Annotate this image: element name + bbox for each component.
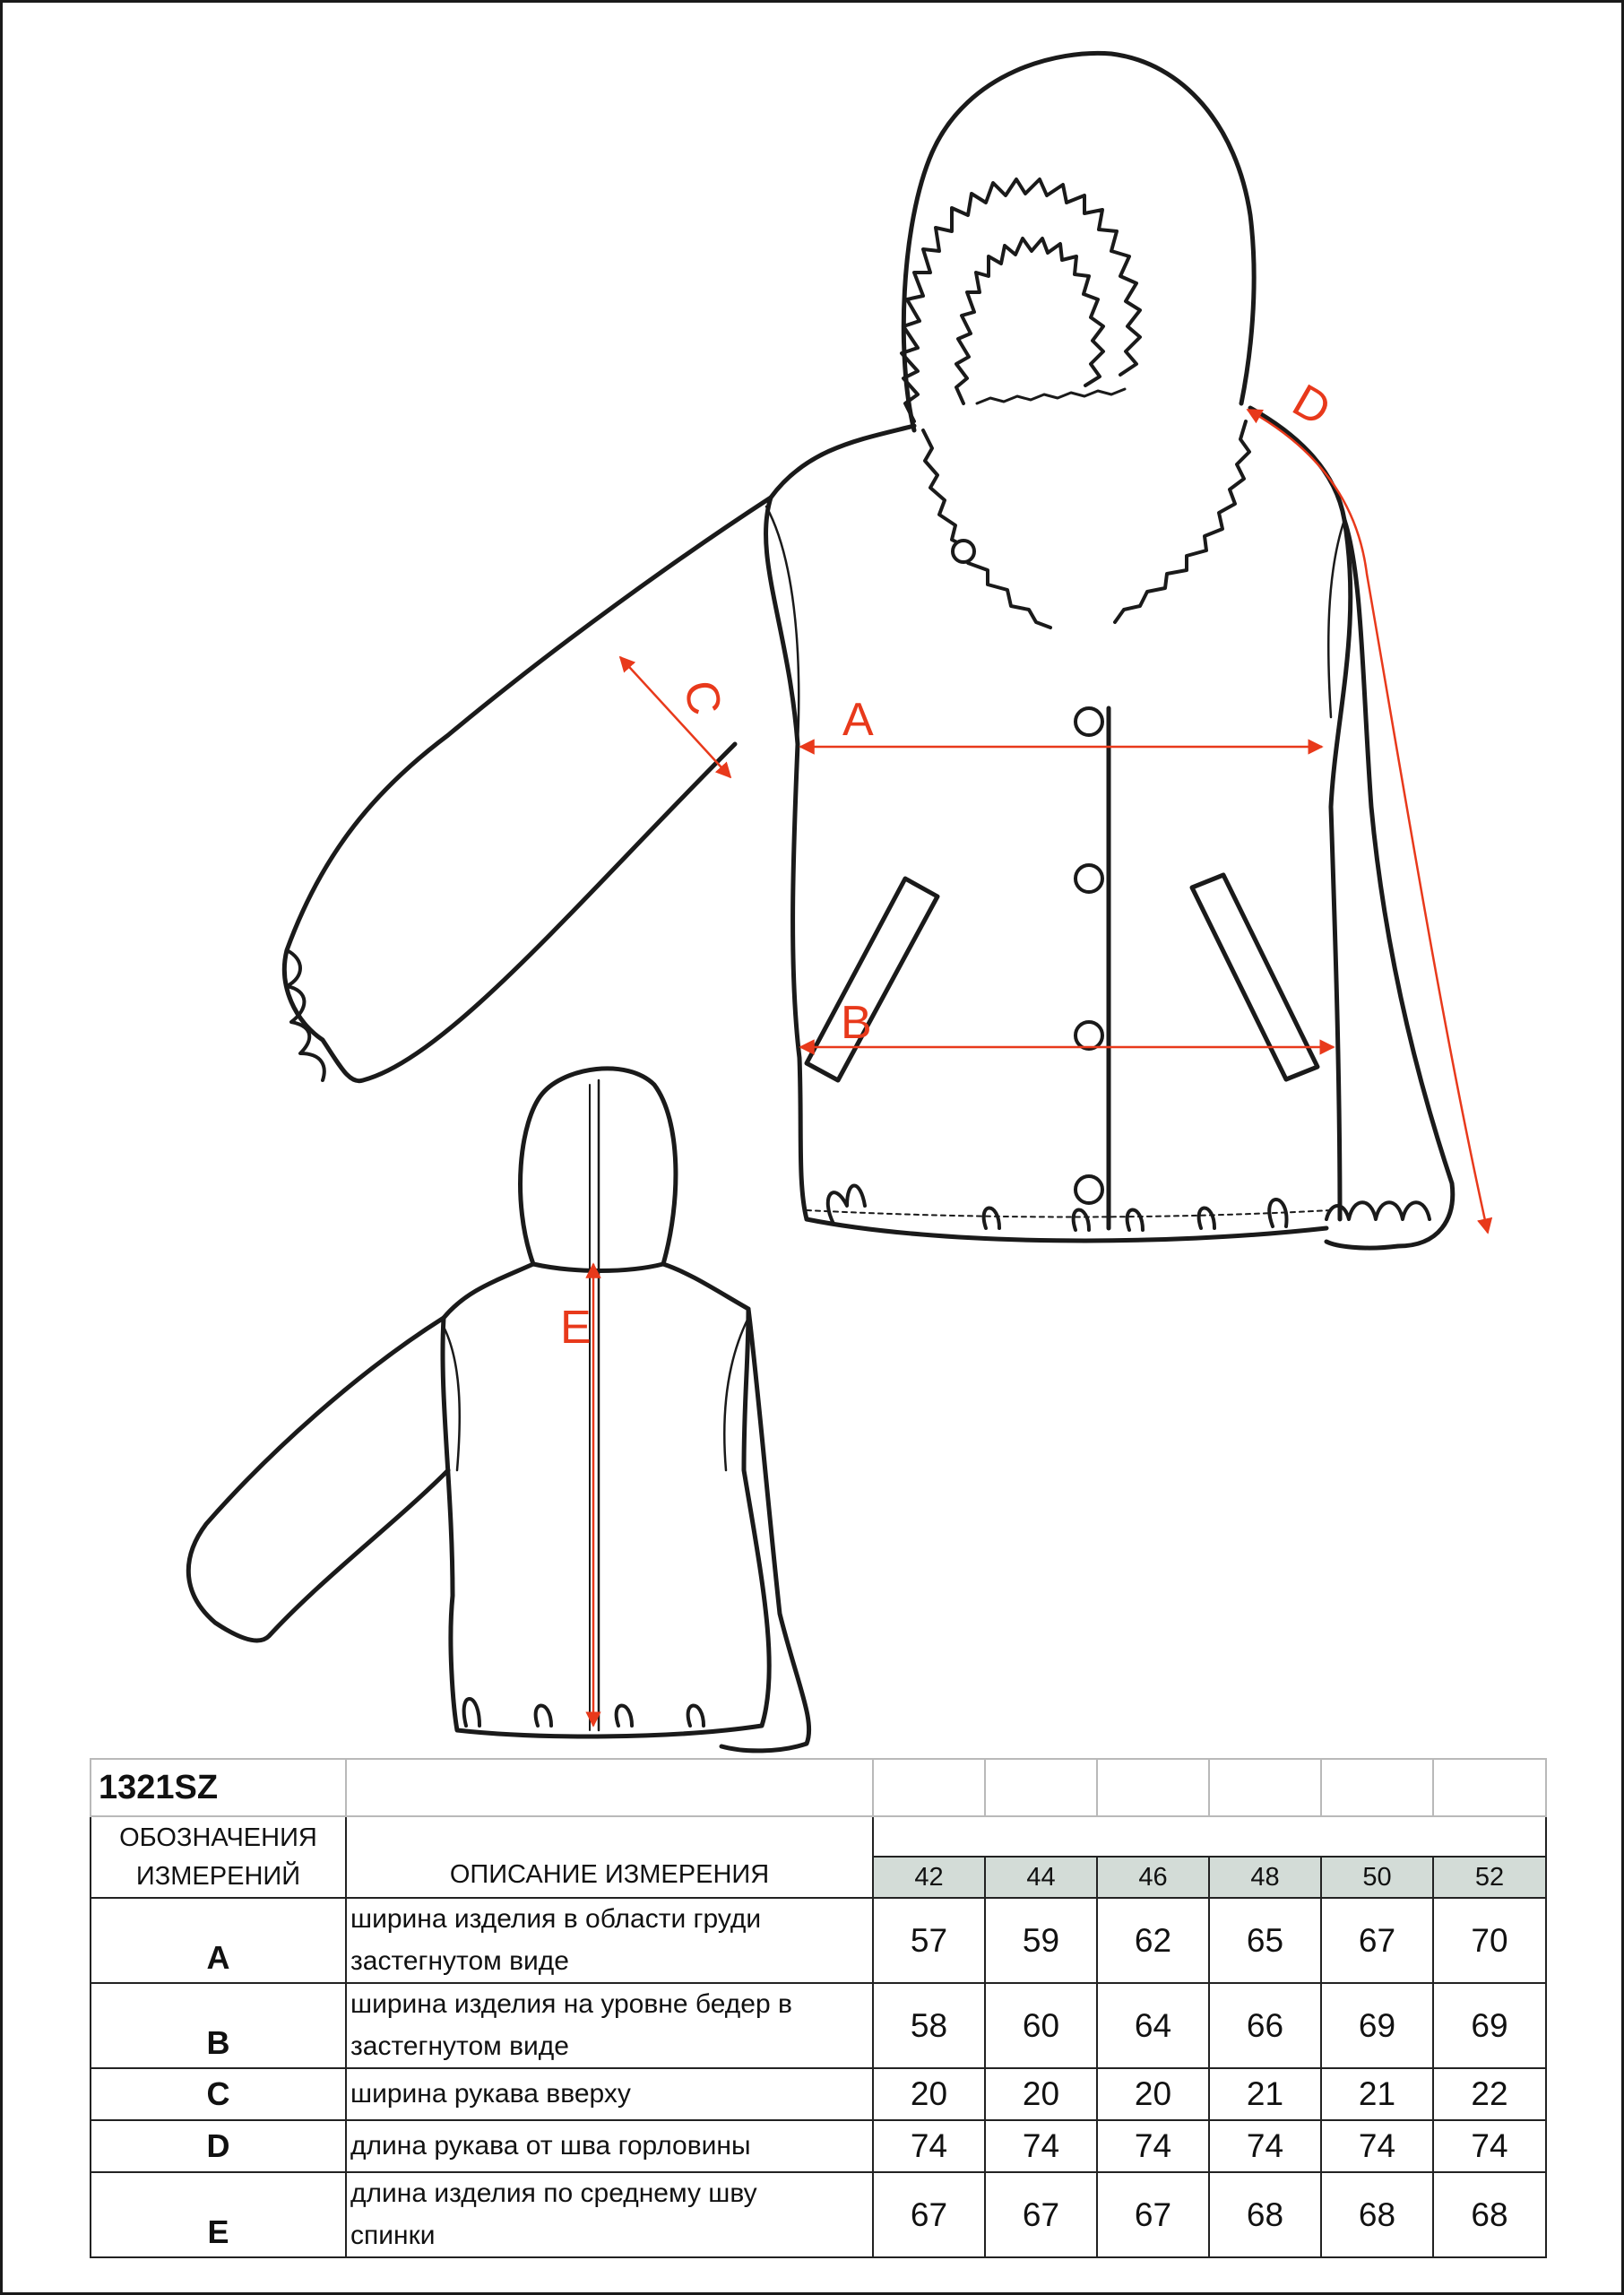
row-value: 20 [985,2068,1097,2120]
header-designation [91,1816,346,1898]
hood-fur-trim-outer [902,179,1140,421]
row-value: 67 [873,2172,985,2257]
row-value: 21 [1209,2068,1321,2120]
row-value: 60 [985,1983,1097,2068]
left-cuff-gathers [287,950,324,1080]
front-buttons [953,541,1102,1203]
back-left-sleeve [188,1318,448,1641]
size-48: 48 [1209,1857,1321,1898]
header-designation-line2: ИЗМЕРЕНИЙ [135,1861,301,1891]
row-value: 58 [873,1983,985,2068]
hem-drawcord [807,1210,1331,1217]
row-letter: E [91,2172,346,2257]
table-row [91,2120,1546,2172]
right-sleeve [1326,520,1453,1248]
jacket-body-right [1250,408,1351,1219]
model-code: 1321SZ [91,1759,346,1816]
row-value: 68 [1321,2172,1433,2257]
button-4 [1075,1176,1102,1203]
arrow-c [620,657,730,777]
row-value: 74 [1097,2120,1209,2172]
size-52: 52 [1433,1857,1546,1898]
size-42: 42 [873,1857,985,1898]
label-b: B [841,997,872,1049]
row-value: 74 [1433,2120,1546,2172]
row-value: 20 [873,2068,985,2120]
row-value: 57 [873,1898,985,1983]
header-row-top [91,1816,1546,1857]
collar-right [1115,421,1249,622]
size-chart-table [90,1758,1547,2258]
back-hem-gathers [464,1699,704,1726]
hood-button [953,541,974,562]
size-46: 46 [1097,1857,1209,1898]
button-3 [1075,1022,1102,1049]
row-description: длина изделия по среднему шву спинки [346,2172,873,2257]
row-value: 68 [1209,2172,1321,2257]
left-sleeve [284,498,771,1081]
label-d: D [1283,374,1340,437]
hood-fur-trim-inner [956,238,1103,403]
row-value: 22 [1433,2068,1546,2120]
row-description: ширина изделия на уровне бедер в застегнутом виде [346,1983,873,2068]
table-row [91,1983,1546,2068]
row-description: длина рукава от шва горловины [346,2120,873,2172]
row-value: 74 [985,2120,1097,2172]
row-value: 67 [985,2172,1097,2257]
label-e: E [560,1302,592,1354]
row-value: 67 [1321,1898,1433,1983]
row-letter: B [91,1983,346,2068]
title-row [91,1759,1546,1816]
front-view-jacket [284,53,1452,1248]
back-body [443,1264,769,1736]
arrow-d [1248,410,1488,1233]
hood-outline [903,53,1254,430]
hem-gathers [828,1186,1287,1231]
pocket-right [1192,875,1317,1079]
row-value: 74 [1209,2120,1321,2172]
row-letter: D [91,2120,346,2172]
label-a: A [842,694,874,746]
row-value: 74 [1321,2120,1433,2172]
row-value: 62 [1097,1898,1209,1983]
pocket-left [807,879,937,1080]
jacket-body-left [765,426,914,1219]
row-description: ширина изделия в области груди застегнутом виде [346,1898,873,1983]
collar-left [923,430,1050,628]
row-value: 20 [1097,2068,1209,2120]
row-description: ширина рукава вверху [346,2068,873,2120]
button-1 [1075,708,1102,735]
row-value: 69 [1321,1983,1433,2068]
row-letter: C [91,2068,346,2120]
row-value: 65 [1209,1898,1321,1983]
row-value: 67 [1097,2172,1209,2257]
front-hem [807,1219,1326,1241]
size-44: 44 [985,1857,1097,1898]
row-value: 69 [1433,1983,1546,2068]
back-view-jacket [188,1069,808,1751]
table-row [91,2172,1546,2257]
measurement-arrows [593,410,1488,1726]
hood-inner-fur [977,389,1125,403]
row-value: 74 [873,2120,985,2172]
button-2 [1075,865,1102,892]
row-value: 64 [1097,1983,1209,2068]
row-value: 59 [985,1898,1097,1983]
row-letter: A [91,1898,346,1983]
row-value: 68 [1433,2172,1546,2257]
row-value: 70 [1433,1898,1546,1983]
table-row [91,2068,1546,2120]
table-row [91,1898,1546,1983]
label-c: C [673,676,731,719]
header-description: ОПИСАНИЕ ИЗМЕРЕНИЯ [346,1816,873,1898]
size-50: 50 [1321,1857,1433,1898]
back-right-sleeve [721,1309,809,1751]
header-designation-line1: ОБОЗНАЧЕНИЯ [119,1823,317,1853]
row-value: 21 [1321,2068,1433,2120]
row-value: 66 [1209,1983,1321,2068]
